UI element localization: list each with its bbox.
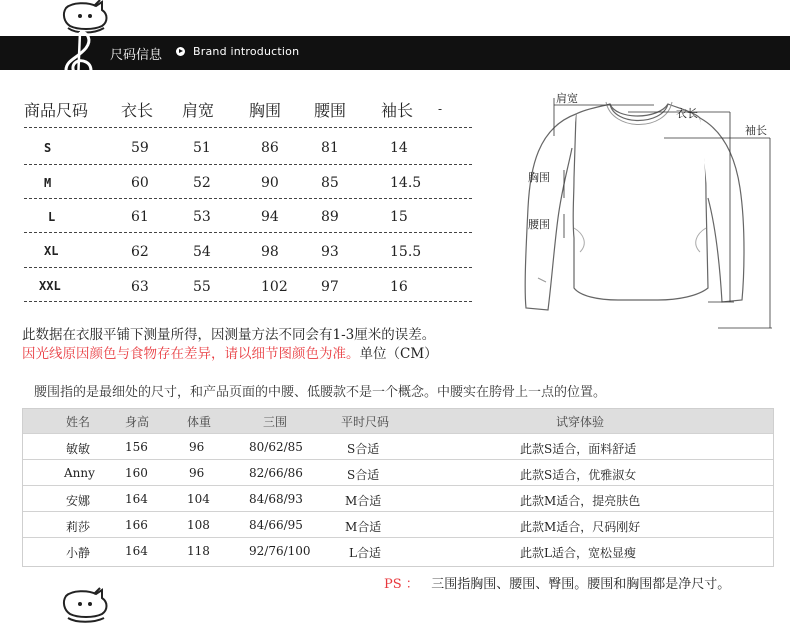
cell-height: 156 — [125, 440, 148, 454]
divider — [24, 127, 472, 128]
cell-waist: 85 — [321, 175, 339, 191]
cell-measurements: 84/68/93 — [249, 492, 303, 506]
label-sleeve: 袖长 — [745, 124, 767, 137]
cell-height: 160 — [125, 466, 148, 480]
cell-shoulder: 55 — [193, 279, 211, 295]
cell-weight: 96 — [189, 466, 205, 480]
divider — [24, 198, 472, 199]
cell-weight: 108 — [187, 518, 210, 532]
play-dot-icon — [176, 47, 185, 56]
header-name: 姓名 — [66, 415, 91, 429]
cell-measurements: 80/62/85 — [249, 440, 303, 454]
divider — [24, 301, 472, 302]
cell-length: 60 — [131, 175, 149, 191]
label-length: 衣长 — [676, 107, 698, 120]
cell-weight: 96 — [189, 440, 205, 454]
header-sleeve: 袖长 — [381, 101, 414, 120]
cell-chest: 90 — [261, 175, 279, 191]
table-row — [23, 433, 773, 460]
treble-clef-icon — [58, 28, 102, 84]
cell-name: 敏敏 — [66, 442, 91, 456]
cell-chest: 102 — [261, 279, 288, 295]
cell-waist: 97 — [321, 279, 339, 295]
cell-measurements: 84/66/95 — [249, 518, 303, 532]
cell-sleeve: 14 — [390, 140, 408, 156]
cell-name: Anny — [64, 466, 95, 480]
cell-height: 166 — [125, 518, 148, 532]
table-row — [23, 537, 773, 564]
table-row — [23, 511, 773, 538]
header-size: 商品尺码 — [24, 101, 89, 120]
cell-sleeve: 15 — [390, 209, 408, 225]
cell-shoulder: 51 — [193, 140, 211, 156]
ps-text: 三围指胸围、腰围、臀围。腰围和胸围都是净尺寸。 — [431, 577, 731, 592]
cell-chest: 98 — [261, 244, 279, 260]
cell-experience: 此款L适合，宽松显瘦 — [520, 546, 636, 560]
cell-waist: 81 — [321, 140, 339, 156]
cell-shoulder: 53 — [193, 209, 211, 225]
cell-experience: 此款S适合，面料舒适 — [520, 442, 637, 456]
tshirt-diagram — [508, 88, 790, 338]
cell-name: 小静 — [66, 546, 91, 560]
header-length: 衣长 — [121, 101, 154, 120]
tryon-table-header — [23, 409, 773, 433]
divider — [24, 232, 472, 233]
cell-height: 164 — [125, 492, 148, 506]
measurement-note: 此数据在衣服平铺下测量所得，因测量方法不同会有1-3厘米的误差。 — [22, 327, 436, 343]
tryon-table — [22, 408, 774, 567]
size-label: L — [48, 210, 56, 224]
cell-measurements: 92/76/100 — [249, 544, 311, 558]
waist-note: 腰围指的是最细处的尺寸，和产品页面的中腰、低腰款不是一个概念。中腰实在胯骨上一点的位置。 — [34, 385, 607, 400]
label-waist: 腰围 — [528, 218, 550, 231]
cell-length: 59 — [131, 140, 149, 156]
cat-logo-icon — [58, 584, 114, 623]
cell-waist: 93 — [321, 244, 339, 260]
header-experience: 试穿体验 — [556, 415, 605, 429]
cell-usual-size: S合适 — [347, 468, 380, 482]
banner-title: 尺码信息 — [110, 48, 163, 63]
cell-experience: 此款M适合，尺码刚好 — [520, 520, 641, 534]
table-row — [23, 485, 773, 512]
cell-chest: 86 — [261, 140, 279, 156]
cell-weight: 104 — [187, 492, 210, 506]
header-measurements: 三围 — [263, 415, 288, 429]
divider — [24, 267, 472, 268]
cell-sleeve: 15.5 — [390, 244, 422, 260]
cell-shoulder: 52 — [193, 175, 211, 191]
ps-note — [384, 573, 730, 592]
header-shoulder: 肩宽 — [182, 101, 215, 120]
color-note — [22, 342, 438, 362]
table-row — [23, 459, 773, 486]
cell-measurements: 82/66/86 — [249, 466, 303, 480]
cell-usual-size: M合适 — [345, 520, 382, 534]
banner-subtitle: Brand introduction — [193, 45, 300, 58]
label-shoulder: 肩宽 — [556, 92, 578, 105]
cell-chest: 94 — [261, 209, 279, 225]
size-label: M — [44, 176, 52, 190]
cell-sleeve: 16 — [390, 279, 408, 295]
cell-length: 61 — [131, 209, 149, 225]
cell-usual-size: M合适 — [345, 494, 382, 508]
cell-experience: 此款M适合，提亮肤色 — [520, 494, 641, 508]
color-note-text: 因光线原因颜色与食物存在差异，请以细节图颜色为准。 — [22, 346, 360, 362]
ps-label: PS ： — [384, 577, 419, 592]
cell-usual-size: S合适 — [347, 442, 380, 456]
cell-usual-size: L合适 — [349, 546, 381, 560]
header-usual-size: 平时尺码 — [341, 415, 390, 429]
unit-note: 单位（CM） — [359, 346, 438, 362]
cell-experience: 此款S适合，优雅淑女 — [520, 468, 637, 482]
label-chest: 胸围 — [528, 171, 550, 184]
divider — [24, 164, 472, 165]
cell-sleeve: 14.5 — [390, 175, 422, 191]
header-weight: 体重 — [187, 415, 212, 429]
size-label: XL — [44, 244, 59, 258]
cell-waist: 89 — [321, 209, 339, 225]
cell-name: 莉莎 — [66, 520, 91, 534]
cell-length: 63 — [131, 279, 149, 295]
size-label: XXL — [39, 279, 61, 293]
size-label: S — [44, 141, 52, 155]
cell-name: 安娜 — [66, 494, 91, 508]
header-chest: 胸围 — [249, 101, 282, 120]
header-extra: - — [438, 102, 443, 116]
header-height: 身高 — [125, 415, 150, 429]
header-waist: 腰围 — [314, 101, 347, 120]
cell-shoulder: 54 — [193, 244, 211, 260]
cell-length: 62 — [131, 244, 149, 260]
cell-weight: 118 — [187, 544, 210, 558]
cell-height: 164 — [125, 544, 148, 558]
